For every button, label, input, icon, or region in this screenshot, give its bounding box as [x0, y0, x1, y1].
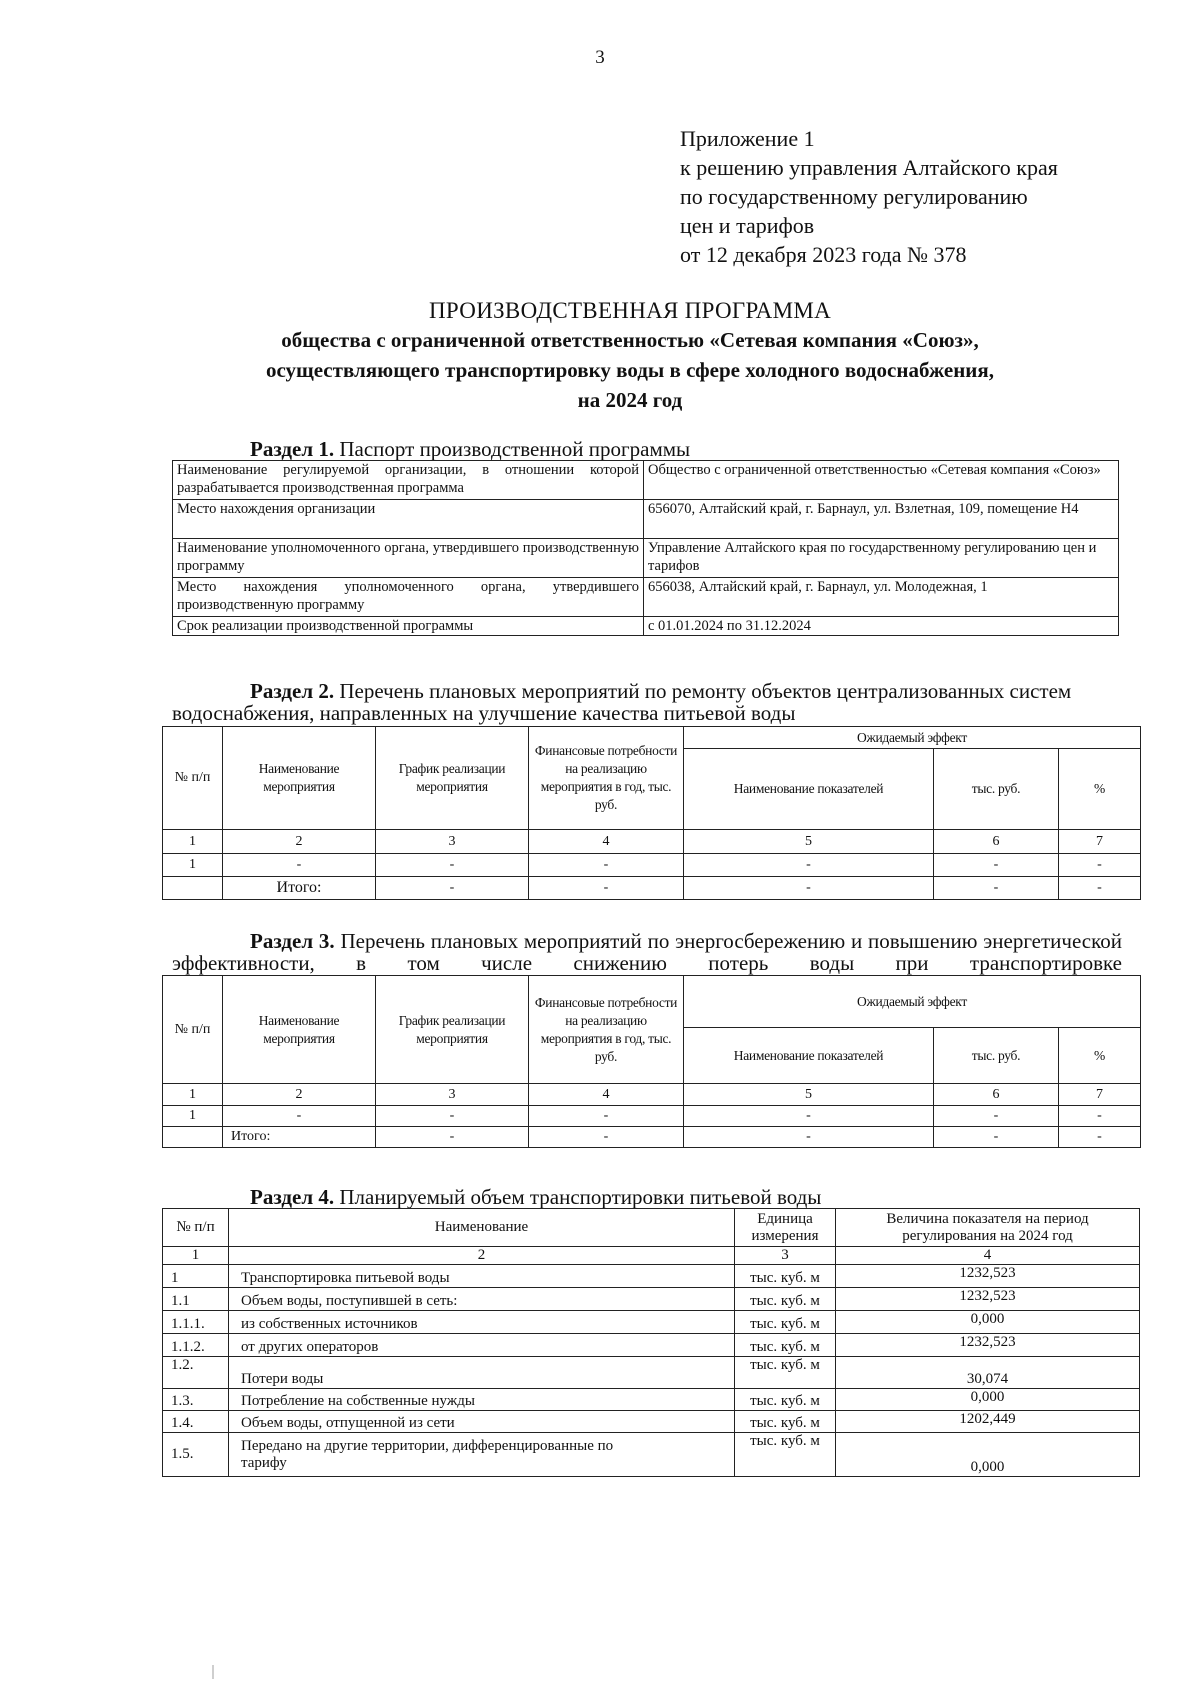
- column-number: 5: [684, 830, 934, 854]
- table-row: [163, 1411, 1140, 1433]
- section1-title: Паспорт производственной программы: [339, 437, 691, 461]
- section1-label: Раздел 1.: [250, 437, 335, 461]
- header-num: № п/п: [163, 727, 223, 830]
- row-name: Объем воды, поступившей в сеть:: [229, 1288, 735, 1311]
- row-name: от других операторов: [229, 1334, 735, 1357]
- row-unit: тыс. куб. м: [735, 1433, 836, 1477]
- cell: -: [934, 854, 1059, 877]
- header-num: № п/п: [163, 976, 223, 1084]
- table-row: [163, 1357, 1140, 1389]
- passport-value: 656038, Алтайский край, г. Барнаул, ул. Молодежная, 1: [644, 578, 1119, 617]
- section4-title: Планируемый объем транспортировки питьевой воды: [339, 1185, 822, 1209]
- column-number: 1: [163, 830, 223, 854]
- appendix-block: [680, 124, 1058, 269]
- passport-label: Наименование регулируемой организации, в отношении которой разрабатывается производственная программа: [173, 461, 644, 500]
- passport-value: Управление Алтайского края по государственному регулированию цен и тарифов: [644, 539, 1119, 578]
- row-value: 1232,523: [836, 1265, 1140, 1288]
- title-sub-line: осуществляющего транспортировку воды в сфере холодного водоснабжения,: [265, 358, 995, 382]
- row-name: Потребление на собственные нужды: [229, 1389, 735, 1411]
- column-number: 6: [934, 830, 1059, 854]
- row-name: Потери воды: [229, 1357, 735, 1389]
- section3-label: Раздел 3.: [250, 929, 335, 953]
- cell: -: [1059, 854, 1141, 877]
- header-schedule: График реализации мероприятия: [376, 976, 529, 1084]
- appendix-line: Приложение 1: [680, 126, 815, 151]
- table-row: [163, 1389, 1140, 1411]
- table-row: [163, 1288, 1140, 1311]
- header-name: Наименование мероприятия: [223, 976, 376, 1084]
- passport-label: Срок реализации производственной программы: [173, 617, 644, 636]
- transport-volume-table: [162, 1208, 1140, 1477]
- total-row: [163, 1127, 1141, 1148]
- column-number: 4: [529, 830, 684, 854]
- total-label: Итого:: [223, 877, 376, 900]
- column-number: 3: [735, 1247, 836, 1265]
- cell: 1: [163, 854, 223, 877]
- cell: -: [684, 1106, 934, 1127]
- header-indicators: Наименование показателей: [684, 749, 934, 830]
- row-unit: тыс. куб. м: [735, 1389, 836, 1411]
- cell: -: [376, 1106, 529, 1127]
- table-row: [163, 854, 1141, 877]
- row-num: 1.1: [163, 1288, 229, 1311]
- cell: -: [223, 1106, 376, 1127]
- title-sub-line: общества с ограниченной ответственностью «Сетевая компания «Союз»,: [281, 328, 979, 352]
- header-name: Наименование мероприятия: [223, 727, 376, 830]
- row-value: 1232,523: [836, 1334, 1140, 1357]
- header-schedule: График реализации мероприятия: [376, 727, 529, 830]
- cell: -: [1059, 1106, 1141, 1127]
- cell: -: [529, 1106, 684, 1127]
- row-value: 0,000: [836, 1311, 1140, 1334]
- row-unit: тыс. куб. м: [735, 1265, 836, 1288]
- total-row: [163, 877, 1141, 900]
- cell: -: [934, 1106, 1059, 1127]
- cell: -: [684, 1127, 934, 1148]
- header-thousand-rub: тыс. руб.: [934, 1028, 1059, 1084]
- row-num: 1.4.: [163, 1411, 229, 1433]
- section2-label: Раздел 2.: [250, 679, 335, 703]
- row-num: 1.2.: [163, 1357, 229, 1389]
- row-unit: тыс. куб. м: [735, 1357, 836, 1389]
- cell: -: [934, 1127, 1059, 1148]
- section2-heading: [172, 680, 1122, 724]
- table-row: [163, 1334, 1140, 1357]
- repair-measures-table: [162, 726, 1141, 900]
- header-name: Наименование: [229, 1209, 735, 1247]
- cell: -: [934, 877, 1059, 900]
- row-num: 1.1.2.: [163, 1334, 229, 1357]
- header-num: № п/п: [163, 1209, 229, 1247]
- cell: -: [223, 854, 376, 877]
- scan-mark: [212, 1665, 214, 1679]
- passport-label: Наименование уполномоченного органа, утвердившего производственную программу: [173, 539, 644, 578]
- row-name: Объем воды, отпущенной из сети: [229, 1411, 735, 1433]
- header-unit: Единица измерения: [735, 1209, 836, 1247]
- row-unit: тыс. куб. м: [735, 1334, 836, 1357]
- table-row: [163, 1106, 1141, 1127]
- header-percent: %: [1059, 749, 1141, 830]
- total-label: Итого:: [223, 1127, 376, 1148]
- row-num: 1: [163, 1265, 229, 1288]
- cell: -: [1059, 877, 1141, 900]
- cell: 1: [163, 1106, 223, 1127]
- passport-value: с 01.01.2024 по 31.12.2024: [644, 617, 1119, 636]
- row-value: 0,000: [836, 1389, 1140, 1411]
- cell: -: [529, 854, 684, 877]
- header-percent: %: [1059, 1028, 1141, 1084]
- section4-label: Раздел 4.: [250, 1185, 335, 1209]
- column-number: 4: [529, 1084, 684, 1106]
- cell: -: [376, 877, 529, 900]
- row-num: 1.1.1.: [163, 1311, 229, 1334]
- section4-heading: [250, 1186, 821, 1208]
- row-unit: тыс. куб. м: [735, 1411, 836, 1433]
- row-name: из собственных источников: [229, 1311, 735, 1334]
- energy-measures-table: [162, 975, 1141, 1148]
- header-effect: Ожидаемый эффект: [684, 976, 1141, 1028]
- passport-label: Место нахождения организации: [173, 500, 644, 539]
- column-number: 1: [163, 1084, 223, 1106]
- row-name: Транспортировка питьевой воды: [229, 1265, 735, 1288]
- title-main: ПРОИЗВОДСТВЕННАЯ ПРОГРАММА: [429, 298, 831, 323]
- row-name: Передано на другие территории, дифференцированные по тарифу: [229, 1433, 735, 1477]
- column-number: 2: [223, 830, 376, 854]
- section2-title: Перечень плановых мероприятий по ремонту объектов централизованных систем водоснабжения, направленных на улучшение качества питьевой воды: [172, 679, 1072, 725]
- column-number: 3: [376, 830, 529, 854]
- document-title: [150, 297, 1110, 415]
- header-finance: Финансовые потребности на реализацию мероприятия в год, тыс. руб.: [529, 727, 684, 830]
- passport-value: Общество с ограниченной ответственностью «Сетевая компания «Союз»: [644, 461, 1119, 500]
- title-sub-line: на 2024 год: [577, 388, 683, 412]
- header-effect: Ожидаемый эффект: [684, 727, 1141, 749]
- cell: -: [376, 1127, 529, 1148]
- row-value: 30,074: [836, 1357, 1140, 1389]
- cell: -: [1059, 1127, 1141, 1148]
- column-number: 1: [163, 1247, 229, 1265]
- column-number: 6: [934, 1084, 1059, 1106]
- section3-heading: [172, 930, 1122, 974]
- section1-heading: [250, 438, 690, 460]
- header-finance: Финансовые потребности на реализацию мероприятия в год, тыс. руб.: [529, 976, 684, 1084]
- table-row: [163, 1265, 1140, 1288]
- row-num: 1.5.: [163, 1433, 229, 1477]
- column-number: 3: [376, 1084, 529, 1106]
- column-number: 2: [229, 1247, 735, 1265]
- column-number: 5: [684, 1084, 934, 1106]
- column-number: 7: [1059, 1084, 1141, 1106]
- appendix-line: цен и тарифов: [680, 213, 815, 238]
- passport-table: [172, 460, 1119, 636]
- cell: -: [529, 1127, 684, 1148]
- column-number: 7: [1059, 830, 1141, 854]
- row-value: 0,000: [836, 1433, 1140, 1477]
- header-value: Величина показателя на период регулирования на 2024 год: [836, 1209, 1140, 1247]
- header-thousand-rub: тыс. руб.: [934, 749, 1059, 830]
- table-row: [163, 1311, 1140, 1334]
- table-row: [163, 1433, 1140, 1477]
- section3-title: Перечень плановых мероприятий по энергосбережению и повышению энергетической эффективности, в том числе снижению потерь воды при транспортировке: [172, 929, 1122, 975]
- page-number: 3: [595, 47, 605, 68]
- row-num: 1.3.: [163, 1389, 229, 1411]
- appendix-line: к решению управления Алтайского края: [680, 155, 1058, 180]
- cell: -: [684, 854, 934, 877]
- cell: -: [684, 877, 934, 900]
- header-indicators: Наименование показателей: [684, 1028, 934, 1084]
- row-unit: тыс. куб. м: [735, 1311, 836, 1334]
- passport-label: Место нахождения уполномоченного органа, утвердившего производственную программу: [173, 578, 644, 617]
- row-unit: тыс. куб. м: [735, 1288, 836, 1311]
- cell: -: [376, 854, 529, 877]
- row-value: 1202,449: [836, 1411, 1140, 1433]
- column-number: 2: [223, 1084, 376, 1106]
- appendix-line: от 12 декабря 2023 года № 378: [680, 242, 967, 267]
- passport-value: 656070, Алтайский край, г. Барнаул, ул. Взлетная, 109, помещение Н4: [644, 500, 1119, 539]
- column-number: 4: [836, 1247, 1140, 1265]
- cell: -: [529, 877, 684, 900]
- row-value: 1232,523: [836, 1288, 1140, 1311]
- appendix-line: по государственному регулированию: [680, 184, 1028, 209]
